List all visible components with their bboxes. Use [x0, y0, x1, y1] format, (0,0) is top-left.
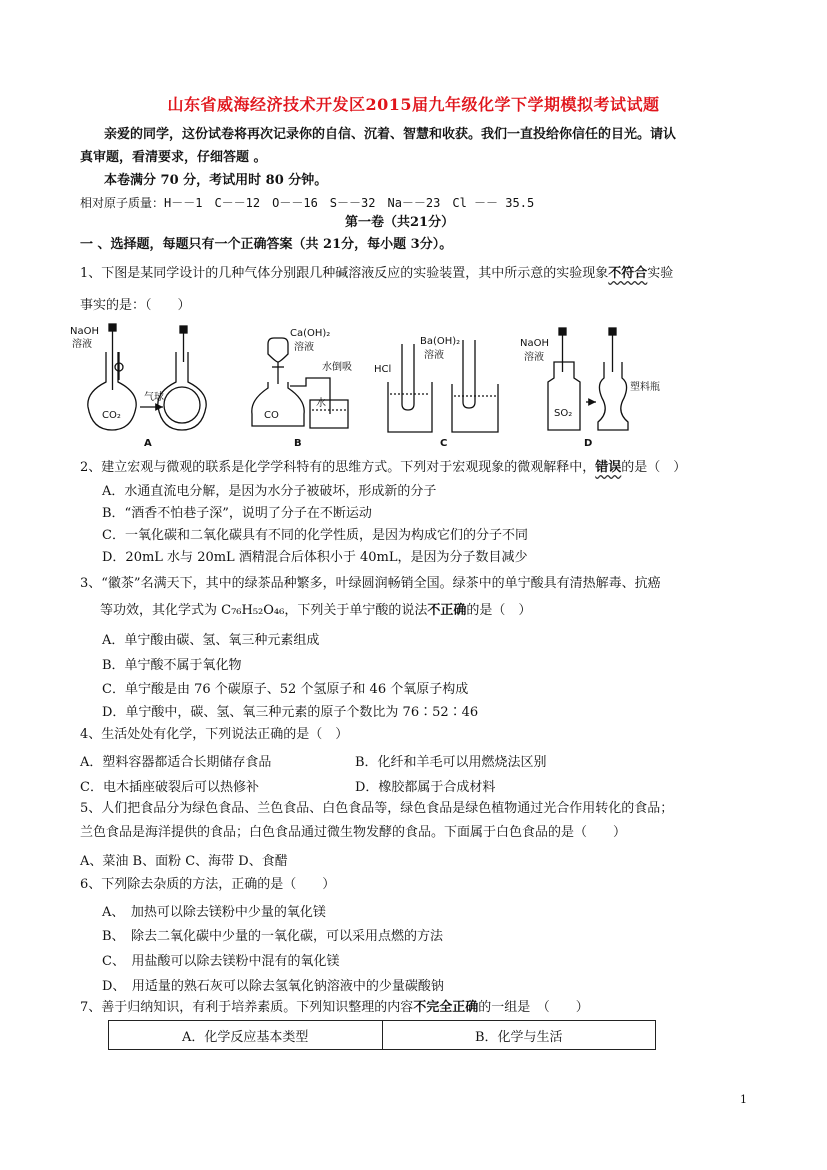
page-number: 1: [740, 1093, 747, 1106]
q3-line2-post: 的是（ ）: [466, 603, 532, 618]
c-solution-label: 溶液: [424, 350, 444, 361]
d-gas-label: SO₂: [554, 408, 573, 419]
question-2-stem: [80, 459, 686, 477]
q4-option-d: D．橡胶都属于合成材料: [355, 780, 496, 795]
question-3-line-1: 3、“徽茶”名满天下，其中的绿茶品种繁多，叶绿圆润畅销全国。绿茶中的单宁酸具有清热解毒、抗癌: [80, 576, 661, 591]
q3-line2-pre: 等功效，其化学式为 C₇₆H₅₂O₄₆，下列关于单宁酸的说法: [100, 603, 428, 618]
question-3-line-2: [100, 602, 531, 620]
q4-option-c: C．电木插座破裂后可以热修补: [80, 780, 259, 795]
table-row: [109, 1021, 656, 1050]
a-gas-label: CO₂: [102, 410, 121, 421]
b-gas-label: CO: [264, 410, 279, 421]
c-test-tube-right: [463, 340, 475, 408]
q6-option-c: C、 用盐酸可以除去镁粉中混有的氧化镁: [102, 954, 340, 969]
q3-emphasis: 不正确: [427, 603, 467, 618]
b-water-label: 水: [316, 398, 326, 409]
c-trough-left: [388, 382, 432, 432]
d-bottle-right: [598, 362, 628, 430]
c-tag: C: [440, 438, 448, 447]
b-solution-label: 溶液: [294, 342, 314, 353]
q6-option-a: A、 加热可以除去镁粉中少量的氧化镁: [102, 905, 326, 920]
q7-knowledge-table: [108, 1020, 656, 1050]
a-solution-label: 溶液: [72, 339, 92, 350]
question-7-stem: [80, 999, 589, 1017]
q7-stem-pre: 7、善于归纳知识，有利于培养素质。下列知识整理的内容: [80, 1000, 414, 1015]
q1-stem-post: 实验: [647, 266, 674, 281]
q2-emphasis: 错误: [595, 460, 622, 475]
c-test-tube-left: [402, 344, 414, 410]
q3-option-d: D．单宁酸中，碳、氢、氧三种元素的原子个数比为 76∶52∶46: [102, 705, 479, 720]
page-title: 山东省威海经济技术开发区2015届九年级化学下学期模拟考试试题: [167, 95, 660, 114]
q2-stem-post: 的是（ ）: [621, 460, 687, 475]
d-bottle-label: 塑料瓶: [630, 382, 660, 393]
q2-option-a: A．水通直流电分解，是因为水分子被破坏，形成新的分子: [102, 484, 437, 499]
q3-option-a: A．单宁酸由碳、氢、氧三种元素组成: [102, 633, 320, 648]
q2-option-c: C．一氧化碳和二氧化碳具有不同的化学性质，是因为构成它们的分子不同: [102, 528, 528, 543]
a-flask-right: [158, 352, 206, 430]
q7-table-cell-a: A．化学反应基本类型: [109, 1021, 383, 1050]
q7-emphasis: 不完全正确: [413, 1000, 479, 1015]
c-hcl-label: HCl: [374, 364, 392, 375]
q3-option-b: B．单宁酸不属于氧化物: [102, 658, 242, 673]
d-solution-label: 溶液: [524, 352, 544, 363]
d-bottle-left: [548, 362, 580, 430]
c-reagent-label: Ba(OH)₂: [420, 336, 461, 347]
q6-option-b: B、 除去二氧化碳中少量的一氧化碳，可以采用点燃的方法: [102, 929, 444, 944]
q2-option-d: D．20mL 水与 20mL 酒精混合后体积小于 40mL，是因为分子数目减少: [102, 550, 528, 565]
q6-option-d: D、 用适量的熟石灰可以除去氢氧化钠溶液中的少量碳酸钠: [102, 979, 444, 994]
b-suck-back-label: 水倒吸: [322, 362, 352, 373]
question-1-stem: [80, 265, 673, 283]
question-6-stem: 6、下列除去杂质的方法，正确的是（ ）: [80, 877, 336, 892]
question-1-line-2: 事实的是：（ ）: [80, 298, 191, 313]
a-tag: A: [144, 438, 152, 447]
q2-stem-pre: 2、建立宏观与微观的联系是化学学科特有的思维方式。下列对于宏观现象的微观解释中，: [80, 460, 596, 475]
q4-option-b: B．化纤和羊毛可以用燃烧法区别: [355, 755, 547, 770]
q7-stem-post: 的一组是 （ ）: [478, 1000, 589, 1015]
intro-line-2: 真审题，看清要求，仔细答题 。: [80, 150, 267, 165]
q2-option-b: B．“酒香不怕巷子深”，说明了分子在不断运动: [102, 506, 372, 521]
question-5-line-2: 兰色食品是海洋提供的食品；白色食品通过微生物发酵的食品。下面属于白色食品的是（ ）: [80, 825, 627, 840]
q1-apparatus-figure: [68, 322, 688, 447]
b-tag: B: [294, 438, 302, 447]
a-naoh-label: NaOH: [70, 326, 99, 337]
question-5-line-1: 5、人们把食品分为绿色食品、兰色食品、白色食品等，绿色食品是绿色植物通过光合作用转化的食品；: [80, 801, 674, 816]
section-heading: 第一卷（共21分）: [345, 215, 455, 230]
part-one-heading: 一 、选择题，每题只有一个正确答案（共 21分，每小题 3分）。: [80, 237, 453, 252]
q4-option-a: A．塑料容器都适合长期储存食品: [80, 755, 272, 770]
intro-line-1: 亲爱的同学，这份试卷将再次记录你的自信、沉着、智慧和收获。我们一直投给你信任的目光。请认: [104, 127, 677, 142]
a-balloon-label: 气球: [144, 392, 164, 403]
a-dropper-bulb: [109, 324, 116, 331]
question-4-stem: 4、生活处处有化学，下列说法正确的是（ ）: [80, 727, 349, 742]
score-note: 本卷满分 70 分，考试用时 80 分钟。: [104, 173, 328, 188]
q3-option-c: C．单宁酸是由 76 个碳原子、52 个氢原子和 46 个氧原子构成: [102, 682, 469, 697]
d-naoh-label: NaOH: [520, 338, 549, 349]
b-reagent-label: Ca(OH)₂: [290, 328, 331, 339]
atomic-mass-line: 相对原子质量：H－－1 C－－12 O－－16 S－－32 Na－－23 Cl －－ 35.5: [80, 196, 535, 210]
q7-table-cell-b: B．化学与生活: [382, 1021, 656, 1050]
d-tag: D: [584, 438, 593, 447]
q1-stem-pre: 1、下图是某同学设计的几种气体分别跟几种碱溶液反应的实验装置，其中所示意的实验现象: [80, 266, 609, 281]
b-separatory-funnel: [268, 338, 288, 362]
q1-emphasis: 不符合: [608, 266, 648, 281]
q5-options: A、菜油 B、面粉 C、海带 D、食醋: [80, 854, 288, 869]
